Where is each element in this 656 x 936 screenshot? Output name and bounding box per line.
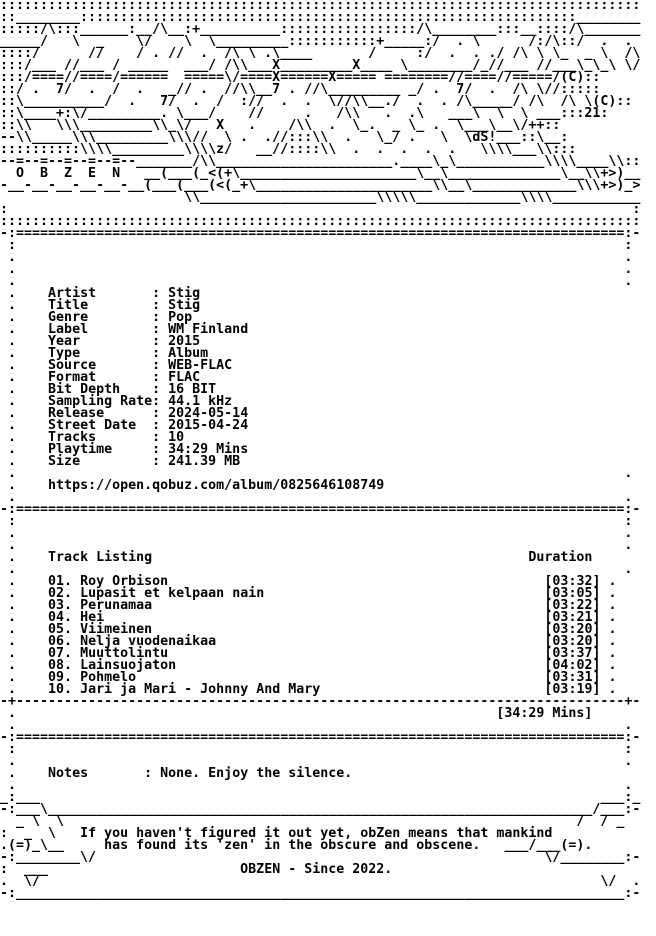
track-number: 06.	[48, 634, 73, 649]
info-value: WEB-FLAC	[168, 358, 233, 373]
info-label: Playtime	[48, 442, 153, 457]
track-title: Jari ja Mari - Johnny And Mary	[80, 682, 545, 697]
info-value: 10	[168, 430, 185, 445]
info-label: Artist	[48, 286, 153, 301]
track-title: Muuttolintu	[80, 646, 545, 661]
track-number: 08.	[48, 658, 73, 673]
info-label: Tracks	[48, 430, 153, 445]
track-number: 03.	[48, 598, 73, 613]
logo-line: O B Z E N __(___(_<(+\______________________\__\______________\__\\+>)__	[0, 166, 641, 181]
ascii-art-line: --=--=--=--=--=--_______/\\______________________.____\_\___________\\\\____\\::	[0, 154, 641, 169]
info-value: 44.1 kHz	[168, 394, 233, 409]
track-duration: [03:21]	[544, 610, 601, 625]
ascii-art-line: \\______________________\\\\\_____________\\\\___________	[0, 190, 641, 205]
footer-credit: OBZEN - Since 2022.	[240, 862, 393, 877]
track-duration: [03:37]	[544, 646, 601, 661]
track-duration: [03:32]	[544, 574, 601, 589]
ascii-art-line: ::\____+:\/_________. \___/ // . /\\ . .\ ___\ \ \ ___:::21:	[0, 106, 609, 121]
track-title: Lainsuojaton	[80, 658, 545, 673]
info-value: 16 BIT	[168, 382, 217, 397]
track-duration: [03:20]	[544, 634, 601, 649]
track-number: 01.	[48, 574, 73, 589]
track-duration: [03:20]	[544, 622, 601, 637]
info-label: Sampling Rate	[48, 394, 153, 409]
info-value: Stig	[168, 298, 201, 313]
track-duration: [03:19]	[544, 682, 601, 697]
info-label: Bit Depth	[48, 382, 153, 397]
ascii-art-line: _____/ \ _ \/ \ \_________:::::::::::+_____:/ . \ /:/\::/ . .	[0, 34, 641, 49]
track-number: 05.	[48, 622, 73, 637]
info-value: Album	[168, 346, 209, 361]
logo-line: -__-__-__-__-__-__(___(___(<(_+\______________________\\__\_____________\\\+>)_>	[0, 178, 641, 193]
info-label: Title	[48, 298, 153, 313]
album-url: https://open.qobuz.com/album/0825646108749	[48, 478, 385, 493]
notes-label: Notes	[48, 766, 145, 781]
ascii-art-line: ::/ . 7/ . / . _// . //\\__7 . //\_________ _/ . 7/ . /\ \//:::::	[0, 82, 601, 97]
ascii-art-line: ::::::::::\\\\_________\\\\z/ __//::::\\ . . . . . \\\\___\\:::	[0, 142, 577, 157]
info-label: Year	[48, 334, 153, 349]
info-label: Type	[48, 346, 153, 361]
tracklist-heading: Track Listing	[48, 550, 529, 565]
info-label: Label	[48, 322, 153, 337]
total-duration: [34:29 Mins]	[496, 706, 593, 721]
track-number: 02.	[48, 586, 73, 601]
track-duration: [03:31]	[544, 670, 601, 685]
track-title: Nelja vuodenaikaa	[80, 634, 545, 649]
info-value: 2015-04-24	[168, 418, 249, 433]
info-label: Size	[48, 454, 153, 469]
info-value: FLAC	[168, 370, 201, 385]
info-value: 2024-05-14	[168, 406, 249, 421]
info-value: 241.39 MB	[168, 454, 241, 469]
track-title: Roy Orbison	[80, 574, 545, 589]
ascii-art-line: --\\_____\\\_________\\\// \ . .//:::\\ . \_/ . \ \dS!___::\__:	[0, 130, 569, 145]
info-label: Source	[48, 358, 153, 373]
track-duration: [03:05]	[544, 586, 601, 601]
track-title: Perunamaa	[80, 598, 545, 613]
info-value: 2015	[168, 334, 201, 349]
track-duration: [03:22]	[544, 598, 601, 613]
track-title: Pohmelo	[80, 670, 545, 685]
track-title: Viimeinen	[80, 622, 545, 637]
notes-value: None. Enjoy the silence.	[160, 766, 353, 781]
info-value: Stig	[168, 286, 201, 301]
ascii-art-line: ::\\ \\\_________\\_\/ X . /\\ . \_. _ \_ . \___\__\/++::	[0, 118, 561, 133]
duration-heading: Duration	[528, 550, 593, 565]
info-value: 34:29 Mins	[168, 442, 249, 457]
ascii-art-line: ::________::::::::::::::::::::::::::::::::::::::::::::::::::::::::::::::________	[0, 10, 641, 25]
ascii-art-line: ::::/ // / . // . /\ \ .\____ / :/ . . ./ /\ \ \_ _ \ /\	[0, 46, 641, 61]
info-value: Pop	[168, 310, 193, 325]
info-label: Genre	[48, 310, 153, 325]
info-label: Release	[48, 406, 153, 421]
nfo-document: :::::::::::::::::::::::::::::::::::::::::::::::::::::::::::::::::::::::::::::::: ::________::::::::::::::::::::::::::::::::::::::::::::::::::::::::::::::________ :::::/\:::______:__/\__:+__________:::::::::::::::::/\________:::__::::/\_______ _____/ \ _ \/ \ \_________:::::::::::+_____:/ . \ /:/\::/ . . ::::/ // / . // . /\ \ .\____ / :/ . . ./ /\ \ \_ _ \ /\ :::/___ //___ / _____ ___/ /\\___X_________X____ \________/_//___ //___\_\_\ \/ :::/====//====/====== =====\/====X======X===== ========//====//=====/(C):: ::/ . 7/ . / . _// . //\\__7 . //\_________ _/ . 7/ . /\ \//::::: ::\__________/ . 7/ . / :// . . \//\\__./ . . /\_____/ /\ /\ \(C):: ::\____+:\/_________. \___/ // . /\\ . .\ ___\ \ \ ___:::21: ::\\ \\\_________\\_\/ X . /\\ . \_. _ \_ . \___\__\/++:: --\\_____\\\_________\\\// \ . .//:::\\ . \_/ . \ \dS!___::\__: ::::::::::\\\\_________\\\\z/ __//::::\\ . . . . . \\\\___\\::: --=--=--=--=--=--_______/\\______________________.____\_\___________\\\\____\\:: O B Z E N __(___(_<(+\______________________\__\______________\__\\+>)__ -__-__-__-__-__-__(___(___(<(_+\______________________\\__\_____________\\\+>)_> \\______________________\\\\\_____________\\\\___________ : : :::::::::::::::::::::::::::::::::::::::::::::::::::::::::::::::::::::::::::::::: -:============================================================================:- : : . . . . . . . Artist : Stig . Title : Stig . Genre : Pop . Label : WM Finland . Year : 2015 . Type : Album . Source : WEB-FLAC . Format : FLAC . Bit Depth : 16 BIT . Sampling Rate: 44.1 kHz . Release : 2024-05-14 . Street Date : 2015-04-24 . Tracks : 10 . Playtime : 34:29 Mins . Size : 241.39 MB . . . https://open.qobuz.com/album/0825646108749 . . -:============================================================================:- : : . . . . . Track Listing Duration . . . 01. Roy Orbison [03:32] . . 02. Lupasit et kelpaan nain [03:05] . . 03. Perunamaa [03:22] . . 04. Hei [03:21] . . 05. Viimeinen [03:20] . . 06. Nelja vuodenaikaa [03:20] . . 07. Muuttolintu [03:37] . . 08. Lainsuojaton [04:02] . . 09. Pohmelo [03:31] . . 10. Jari ja Mari - Johnny And Mary [03:19] . -+----------------------------------------------------------------------------+- . [34:29 Mins] . . -:============================================================================:- : : . . . Notes : None. Enjoy the silence. . . _:___ ___:_ -:___\____________________________________________________________________/___:- _ \ \ / / _ : _ \ If you haven't figured it out yet, obZen means that mankind .(=)_\__ has found its 'zen' in the obscure and obscene. ___/___(=). -:________\/ \/________:- : ___ OBZEN - Since 2022. . \/ \/ . -:____________________________________________________________________________:-	[0, 0, 641, 901]
tagline-line-2: has found its 'zen' in the obscure and obscene.	[104, 838, 481, 853]
ascii-art-line: ::\__________/ . 7/ . / :// . . \//\\__./ . . /\_____/ /\ /\ \(C)::	[0, 94, 633, 109]
track-number: 10.	[48, 682, 73, 697]
ascii-art-line: ::::::::::::::::::::::::::::::::::::::::::::::::::::::::::::::::::::::::::::::::	[0, 0, 641, 13]
track-number: 09.	[48, 670, 73, 685]
track-title: Hei	[80, 610, 545, 625]
track-duration: [04:02]	[544, 658, 601, 673]
track-title: Lupasit et kelpaan nain	[80, 586, 545, 601]
info-label: Street Date	[48, 418, 153, 433]
tagline-line-1: If you haven't figured it out yet, obZen means that mankind	[80, 826, 553, 841]
ascii-art-line: :::::/\:::______:__/\__:+__________:::::::::::::::::/\________:::__::::/\_______	[0, 22, 641, 37]
track-number: 04.	[48, 610, 73, 625]
info-label: Format	[48, 370, 153, 385]
ascii-art-line: :::/====//====/====== =====\/====X======X===== ========//====//=====/(C)::	[0, 70, 601, 85]
track-number: 07.	[48, 646, 73, 661]
info-value: WM Finland	[168, 322, 249, 337]
ascii-art-line: :::/___ //___ / _____ ___/ /\\___X_________X____ \________/_//___ //___\_\_\ \/	[0, 58, 641, 73]
